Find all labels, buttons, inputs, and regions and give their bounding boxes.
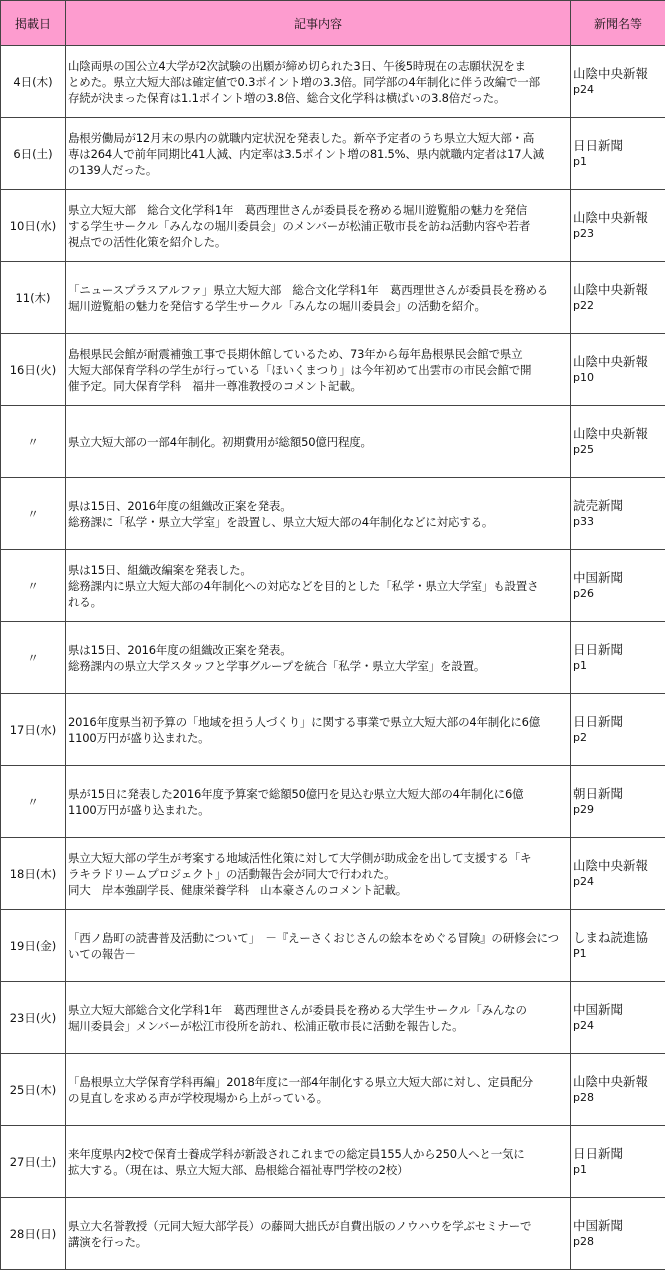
content-cell: 県立大短大部総合文化学科1年 葛西理世さんが委員長を務める大学生サークル「みんなの 堀川委員会」メンバーが松江市役所を訪れ、松浦正敬市長に活動を報告した。 <box>66 982 571 1054</box>
date-cell: 〃 <box>1 550 66 622</box>
date-cell: 〃 <box>1 406 66 478</box>
content-cell: 山陰両県の国公立4大学が2次試験の出願が締め切られた3日、午後5時現在の志願状況をま とめた。県立大短大部は確定値で0.3ポイント増の3.3倍。同学部の4年制化に伴う改編で一部 存続が決まった保育は1.1ポイント増の3.8倍、総合文化学科は横ばいの3.8倍だった。 <box>66 46 571 118</box>
paper-name: 日日新聞 <box>573 1145 624 1161</box>
table-row <box>1 118 665 190</box>
paper-page: p28 <box>573 1090 594 1104</box>
table-row <box>1 406 665 478</box>
paper-cell <box>571 622 665 694</box>
content-cell: 県は15日、組織改編案を発表した。 総務課内に県立大短大部の4年制化への対応などを目的とした「私学・県立大学室」も設置さ れる。 <box>66 550 571 622</box>
content-cell: 「島根県立大学保育学科再編」2018年度に一部4年制化する県立大短大部に対し、定員配分 の見直しを求める声が学校現場から上がっている。 <box>66 1054 571 1126</box>
content-cell: 県立大短大部の学生が考案する地域活性化策に対して大学側が助成金を出して支援する「キ ラキラドリームプロジェクト」の活動報告会が同大で行われた。 同大 岸本強副学長、健康栄養学科 山本豪さんのコメント記載。 <box>66 838 571 910</box>
paper-name: 山陰中央新報 <box>573 353 649 369</box>
content-cell: 島根労働局が12月末の県内の就職内定状況を発表した。新卒予定者のうち県立大短大部・高 専は264人で前年同期比41人減、内定率は3.5ポイント増の81.5%、県内就職内定者は17人減 の139人だった。 <box>66 118 571 190</box>
paper-page: P1 <box>573 946 587 960</box>
date-cell: 4日(木) <box>1 46 66 118</box>
content-cell: 2016年度県当初予算の「地域を担う人づくり」に関する事業で県立大短大部の4年制化に6億 1100万円が盛り込まれた。 <box>66 694 571 766</box>
paper-page: p25 <box>573 442 594 456</box>
date-cell: 〃 <box>1 766 66 838</box>
content-cell: 「ニュースプラスアルファ」県立大短大部 総合文化学科1年 葛西理世さんが委員長を務める 堀川遊覧船の魅力を発信する学生サークル「みんなの堀川委員会」の活動を紹介。 <box>66 262 571 334</box>
date-cell: 6日(土) <box>1 118 66 190</box>
paper-name: 中国新聞 <box>573 1217 624 1233</box>
table-row <box>1 1198 665 1270</box>
content-cell: 県立大短大部 総合文化学科1年 葛西理世さんが委員長を務める堀川遊覧船の魅力を発信 する学生サークル「みんなの堀川委員会」のメンバーが松浦正敬市長を訪ね活動内容や若者 視点での活性化策を紹介した。 <box>66 190 571 262</box>
content-cell: 来年度県内2校で保育士養成学科が新設されこれまでの総定員155人から250人へと一気に 拡大する。（現在は、県立大短大部、島根総合福祉専門学校の2校） <box>66 1126 571 1198</box>
paper-cell <box>571 838 665 910</box>
date-cell: 17日(水) <box>1 694 66 766</box>
paper-page: p1 <box>573 658 587 672</box>
paper-cell <box>571 1054 665 1126</box>
paper-page: p23 <box>573 226 594 240</box>
content-cell: 県は15日、2016年度の組織改正案を発表。 総務課に「私学・県立大学室」を設置し、県立大短大部の4年制化などに対応する。 <box>66 478 571 550</box>
content-cell: 県立大短大部の一部4年制化。初期費用が総額50億円程度。 <box>66 406 571 478</box>
paper-name: 読売新聞 <box>573 497 624 513</box>
paper-page: p2 <box>573 730 587 744</box>
table-row <box>1 262 665 334</box>
date-cell: 25日(木) <box>1 1054 66 1126</box>
paper-name: 山陰中央新報 <box>573 1073 649 1089</box>
table-row <box>1 766 665 838</box>
paper-page: p1 <box>573 1162 587 1176</box>
table-row <box>1 46 665 118</box>
paper-page: p22 <box>573 298 594 312</box>
header-paper: 新聞名等 <box>571 1 665 46</box>
date-cell: 18日(木) <box>1 838 66 910</box>
paper-cell <box>571 478 665 550</box>
table-row <box>1 190 665 262</box>
paper-name: 日日新聞 <box>573 137 624 153</box>
paper-cell <box>571 334 665 406</box>
paper-name: 日日新聞 <box>573 641 624 657</box>
paper-cell <box>571 550 665 622</box>
table-row <box>1 478 665 550</box>
date-cell: 27日(土) <box>1 1126 66 1198</box>
content-cell: 県が15日に発表した2016年度予算案で総額50億円を見込む県立大短大部の4年制化に6億 1100万円が盛り込まれた。 <box>66 766 571 838</box>
paper-page: p24 <box>573 1018 594 1032</box>
paper-name: 中国新聞 <box>573 1001 624 1017</box>
header-date: 掲載日 <box>1 1 66 46</box>
date-cell: 〃 <box>1 478 66 550</box>
date-cell: 11(木) <box>1 262 66 334</box>
date-cell: 16日(火) <box>1 334 66 406</box>
paper-page: p33 <box>573 514 594 528</box>
paper-name: 中国新聞 <box>573 569 624 585</box>
paper-name: 朝日新聞 <box>573 785 624 801</box>
header-row <box>1 1 665 46</box>
table-row <box>1 1126 665 1198</box>
table-row <box>1 982 665 1054</box>
paper-cell <box>571 766 665 838</box>
paper-cell <box>571 1198 665 1270</box>
paper-cell <box>571 46 665 118</box>
table-row <box>1 622 665 694</box>
date-cell: 〃 <box>1 622 66 694</box>
paper-page: p24 <box>573 82 594 96</box>
paper-name: 山陰中央新報 <box>573 281 649 297</box>
paper-cell <box>571 910 665 982</box>
date-cell: 23日(火) <box>1 982 66 1054</box>
paper-cell <box>571 406 665 478</box>
paper-name: 山陰中央新報 <box>573 425 649 441</box>
date-cell: 19日(金) <box>1 910 66 982</box>
paper-page: p24 <box>573 874 594 888</box>
date-cell: 10日(水) <box>1 190 66 262</box>
paper-name: 日日新聞 <box>573 713 624 729</box>
content-cell: 県立大名誉教授（元同大短大部学長）の藤岡大拙氏が自費出版のノウハウを学ぶセミナーで 講演を行った。 <box>66 1198 571 1270</box>
date-cell: 28日(日) <box>1 1198 66 1270</box>
content-cell: 島根県民会館が耐震補強工事で長期休館しているため、73年から毎年島根県民会館で県立 大短大部保育学科の学生が行っている「ほいくまつり」は今年初めて出雲市の市民会館で開 催予定。同大保育学科 福井一尊准教授のコメント記載。 <box>66 334 571 406</box>
paper-cell <box>571 262 665 334</box>
table-row <box>1 550 665 622</box>
paper-page: p26 <box>573 586 594 600</box>
paper-name: 山陰中央新報 <box>573 65 649 81</box>
paper-page: p29 <box>573 802 594 816</box>
paper-name: 山陰中央新報 <box>573 209 649 225</box>
table-row <box>1 694 665 766</box>
paper-page: p1 <box>573 154 587 168</box>
content-cell: 県は15日、2016年度の組織改正案を発表。 総務課内の県立大学スタッフと学事グループを統合「私学・県立大学室」を設置。 <box>66 622 571 694</box>
paper-cell <box>571 118 665 190</box>
table-row <box>1 334 665 406</box>
header-content: 記事内容 <box>66 1 571 46</box>
table-row <box>1 1054 665 1126</box>
content-cell: 「西ノ島町の読書普及活動について」 －『えーさくおじさんの絵本をめぐる冒険』の研修会につ いての報告－ <box>66 910 571 982</box>
paper-page: p10 <box>573 370 594 384</box>
paper-cell <box>571 982 665 1054</box>
paper-cell <box>571 694 665 766</box>
paper-name: 山陰中央新報 <box>573 857 649 873</box>
paper-cell <box>571 190 665 262</box>
paper-page: p28 <box>573 1234 594 1248</box>
paper-name: しまね読進協 <box>573 929 649 945</box>
paper-cell <box>571 1126 665 1198</box>
table-row <box>1 838 665 910</box>
table-row <box>1 910 665 982</box>
